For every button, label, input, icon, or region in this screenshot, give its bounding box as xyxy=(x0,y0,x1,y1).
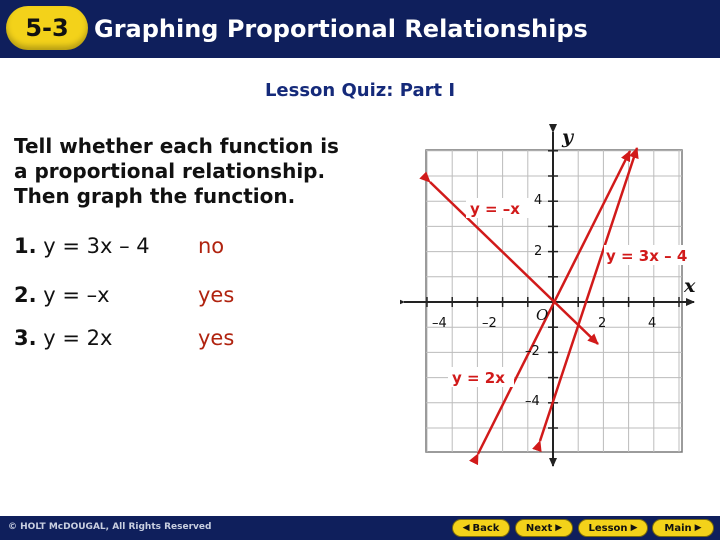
instruction-line: a proportional relationship. xyxy=(14,159,326,183)
question-equation: y = –x xyxy=(43,283,110,307)
origin-label: O xyxy=(536,306,549,324)
page-title: Graphing Proportional Relationships xyxy=(94,15,588,43)
question-3 xyxy=(14,326,112,350)
arrow-right-icon: ▶ xyxy=(694,523,702,533)
lesson-button[interactable] xyxy=(578,519,648,537)
x-axis-label: x xyxy=(684,275,696,297)
y-tick-label: 2 xyxy=(534,244,543,259)
quiz-subtitle: Lesson Quiz: Part I xyxy=(264,80,456,101)
question-equation: y = 2x xyxy=(43,326,113,350)
question-1 xyxy=(14,234,150,258)
back-button[interactable] xyxy=(452,519,510,537)
main-button[interactable] xyxy=(652,519,714,537)
main-button-label: Main xyxy=(664,522,692,534)
next-button[interactable] xyxy=(515,519,573,537)
question-equation: y = 3x – 4 xyxy=(43,234,150,258)
y-tick-label: –2 xyxy=(525,344,540,359)
lesson-button-label: Lesson xyxy=(588,522,628,534)
arrow-left-icon: ◀ xyxy=(462,523,470,533)
arrow-right-icon: ▶ xyxy=(630,523,638,533)
question-number: 3. xyxy=(14,326,37,350)
answer-2: yes xyxy=(198,283,235,307)
answer-1: no xyxy=(198,234,225,258)
question-number: 2. xyxy=(14,283,37,307)
instruction-line: Then graph the function. xyxy=(14,184,296,208)
x-tick-label: –2 xyxy=(482,316,497,331)
question-2 xyxy=(14,283,110,307)
question-number: 1. xyxy=(14,234,37,258)
copyright-text: © HOLT McDOUGAL, All Rights Reserved xyxy=(8,522,212,532)
back-button-label: Back xyxy=(472,522,500,534)
y-tick-label: 4 xyxy=(534,193,543,208)
lesson-number: 5-3 xyxy=(25,14,69,42)
instruction-line: Tell whether each function is xyxy=(14,134,339,158)
x-tick-label: 4 xyxy=(648,316,657,331)
footer-bar xyxy=(0,516,720,540)
answer-3: yes xyxy=(198,326,235,350)
instructions xyxy=(14,134,414,209)
lesson-number-badge xyxy=(6,6,88,50)
y-axis-label: y xyxy=(562,126,574,148)
line-label-y-2x: y = 2x xyxy=(452,369,505,387)
coordinate-graph xyxy=(400,118,718,474)
line-label-y-neg-x: y = –x xyxy=(470,200,520,218)
line-label-y-3x-minus-4: y = 3x – 4 xyxy=(606,247,688,265)
next-button-label: Next xyxy=(525,522,553,534)
y-tick-label: –4 xyxy=(525,394,540,409)
x-tick-label: –4 xyxy=(432,316,447,331)
header-bar xyxy=(0,0,720,58)
arrow-right-icon: ▶ xyxy=(555,523,563,533)
x-tick-label: 2 xyxy=(598,316,607,331)
